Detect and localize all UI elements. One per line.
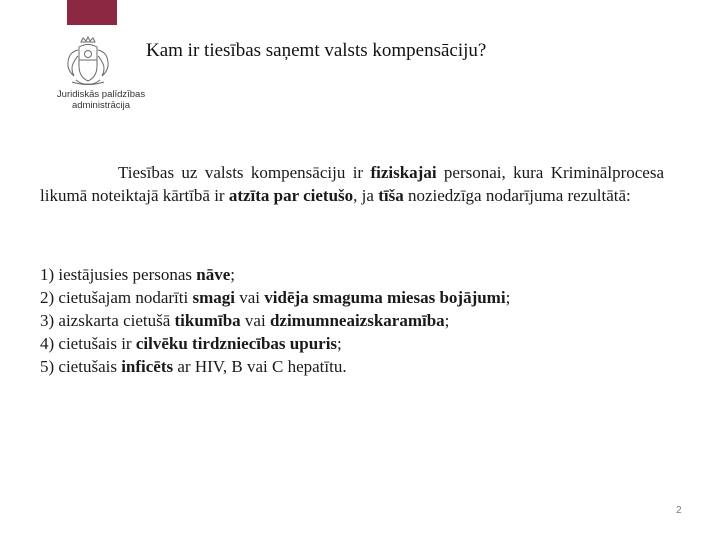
- item-text: ar HIV, B vai C hepatītu.: [173, 357, 347, 376]
- intro-paragraph: [40, 161, 664, 207]
- item-bold: vidēja smaguma miesas bojājumi: [264, 288, 506, 307]
- item-text: vai: [240, 311, 270, 330]
- conditions-list: [40, 263, 680, 378]
- latvia-coat-of-arms-icon: [62, 36, 114, 88]
- item-text: ;: [337, 334, 342, 353]
- item-text: ;: [444, 311, 450, 330]
- list-item: [40, 286, 680, 309]
- slide-title: Kam ir tiesības saņemt valsts kompensāciju?: [146, 40, 487, 61]
- item-text: 1) iestājusies personas: [40, 265, 197, 284]
- logo-line-2: administrācija: [71, 100, 131, 111]
- item-bold: inficēts: [121, 357, 174, 376]
- item-bold: tikumība: [174, 311, 241, 330]
- intro-text-1: Tiesības uz valsts kompensāciju ir: [118, 163, 371, 182]
- item-text: 3) aizskarta cietušā: [40, 311, 175, 330]
- item-bold: smagi: [192, 288, 235, 307]
- item-text: ;: [230, 265, 236, 284]
- intro-bold-2: atzīta par cietušo: [228, 186, 354, 205]
- page-number: 2: [676, 505, 682, 516]
- item-bold: dzimumneaizskaramība: [269, 311, 445, 330]
- item-bold: cilvēku tirdzniecības upuris: [135, 334, 338, 353]
- intro-text-4: noziedzīga nodarījuma rezultātā:: [403, 186, 631, 205]
- intro-bold-3: tīša: [378, 186, 404, 205]
- item-text: 5) cietušais: [40, 357, 122, 376]
- intro-bold-1: fiziskajai: [370, 163, 437, 182]
- brand-color-bar: [67, 0, 117, 25]
- organization-logo: [40, 36, 150, 120]
- item-text: vai: [234, 288, 265, 307]
- list-item: [40, 332, 680, 355]
- item-text: 4) cietušais ir: [40, 334, 136, 353]
- logo-line-1: Juridiskās palīdzības: [56, 89, 146, 100]
- list-item: [40, 263, 680, 286]
- item-bold: nāve: [196, 265, 231, 284]
- organization-name: [46, 89, 156, 111]
- item-text: 2) cietušajam nodarīti: [40, 288, 193, 307]
- list-item: [40, 355, 680, 378]
- list-item: [40, 309, 680, 332]
- intro-text-2: personai, kura Kriminālprocesa likumā noteiktajā kārtībā ir: [40, 163, 664, 205]
- item-text: ;: [505, 288, 511, 307]
- intro-text-3: , ja: [353, 186, 379, 205]
